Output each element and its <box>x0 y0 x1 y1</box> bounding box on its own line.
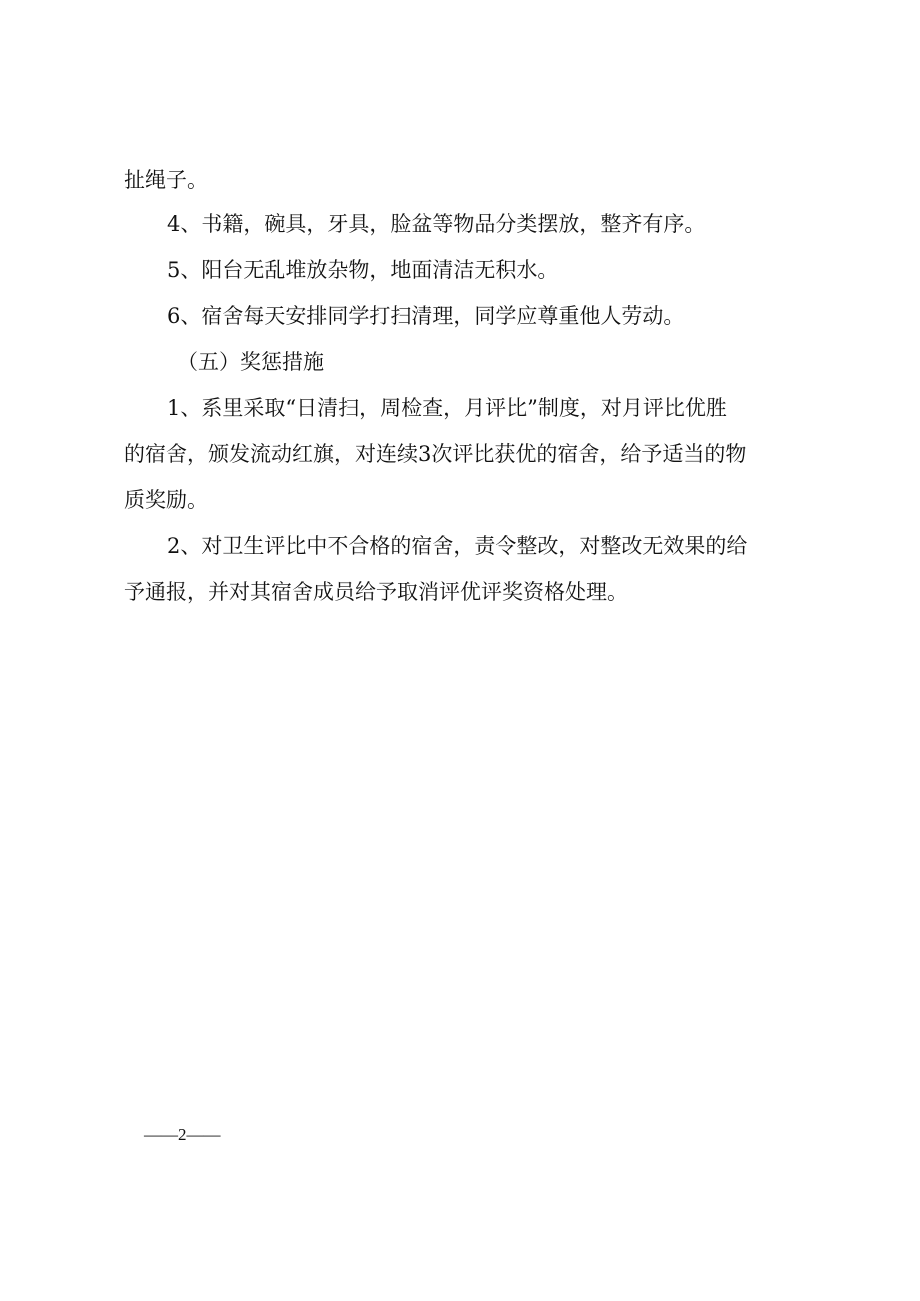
reward-item-1-line-1: 1、系里采取“日清扫，周检查，月评比”制度，对月评比优胜 <box>167 396 727 420</box>
rule-item-6: 6、宿舍每天安排同学打扫清理，同学应尊重他人劳动。 <box>167 304 685 328</box>
reward-item-1-line-2: 的宿舍，颁发流动红旗，对连续3次评比获优的宿舍，给予适当的物 <box>124 442 747 466</box>
reward-item-1-line-3: 质奖励。 <box>124 488 208 512</box>
section-heading-rewards-penalties: （五）奖惩措施 <box>177 350 324 374</box>
page-number: ——2—— <box>144 1125 221 1144</box>
rule-item-5: 5、阳台无乱堆放杂物，地面清洁无积水。 <box>167 258 559 282</box>
reward-item-2-line-2: 予通报，并对其宿舍成员给予取消评优评奖资格处理。 <box>124 580 628 604</box>
text-line-continuation: 扯绳子。 <box>124 168 208 192</box>
reward-item-2-line-1: 2、对卫生评比中不合格的宿舍，责令整改，对整改无效果的给 <box>167 534 748 558</box>
rule-item-4: 4、书籍，碗具，牙具，脸盆等物品分类摆放，整齐有序。 <box>167 212 706 236</box>
